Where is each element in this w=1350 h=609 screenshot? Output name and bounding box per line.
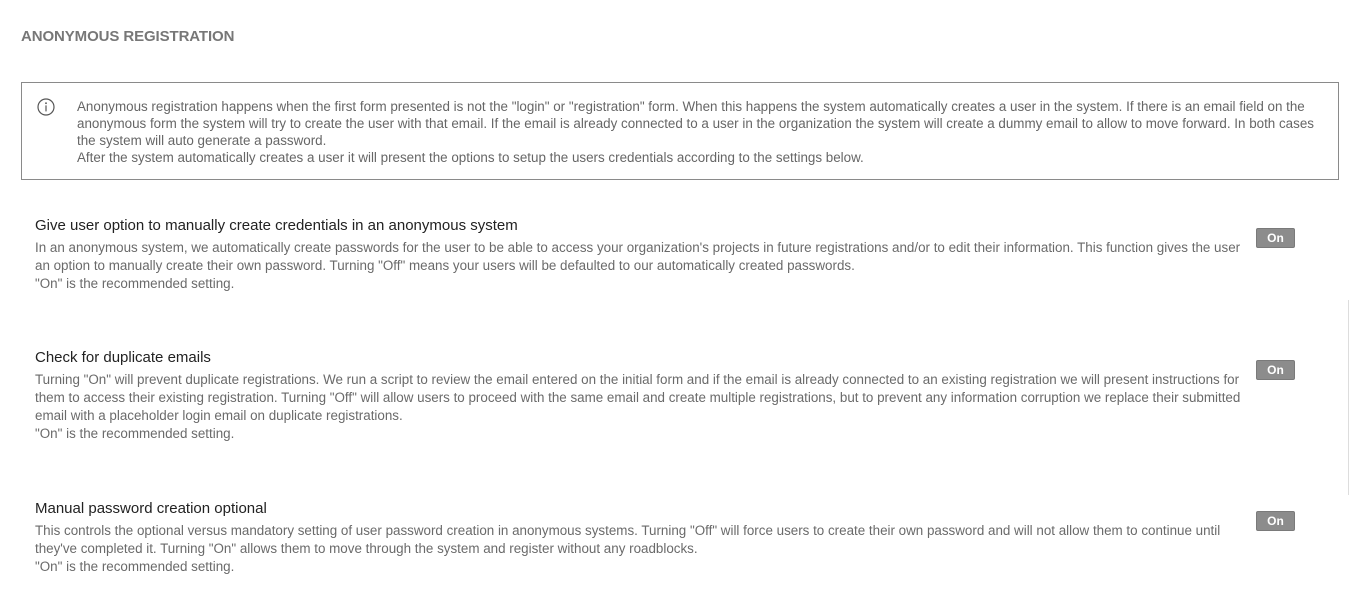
setting-title: Check for duplicate emails: [35, 349, 211, 366]
setting-description: In an anonymous system, we automatically create passwords for the user to be able to access your organization's projects in future registrations and/or to edit their information. This function gives the user an option to manually create their own password. Turning "Off" means your users will be defaulted to our automatically created passwords.: [35, 240, 1241, 273]
setting-recommendation: "On" is the recommended setting.: [35, 276, 235, 291]
setting-title: Give user option to manually create credentials in an anonymous system: [35, 217, 518, 234]
info-paragraph: After the system automatically creates a user it will present the options to setup the users credentials according to the settings below.: [77, 150, 864, 165]
setting-duplicate-emails: [35, 349, 1245, 443]
info-paragraph: Anonymous registration happens when the first form presented is not the "login" or "registration" form. When this happens the system automatically creates a user in the system. If there is an email field on the anonymous form the system will try to create the user with that email. If the email is already connected to a user in the organization the system will create a dummy email to allow to move forward. In both cases the system will auto generate a password.: [77, 99, 1314, 148]
setting-title: Manual password creation optional: [35, 500, 267, 517]
setting-password-optional: [35, 500, 1245, 576]
manual-credentials-toggle[interactable]: On: [1256, 228, 1295, 248]
setting-description: This controls the optional versus mandatory setting of user password creation in anonymous systems. Turning "Off" will force users to create their own password and will not allow them to continue until they've completed it. Turning "On" allows them to move through the system and register without any roadblocks.: [35, 523, 1221, 556]
setting-description: Turning "On" will prevent duplicate registrations. We run a script to review the email entered on the initial form and if the email is already connected to an existing registration we will present instructions for them to access their existing registration. Turning "Off" will allow users to proceed with the same email and create multiple registrations, but to prevent any information corruption we replace their submitted email with a placeholder login email on duplicate registrations.: [35, 372, 1241, 423]
duplicate-emails-toggle[interactable]: On: [1256, 360, 1295, 380]
password-optional-toggle[interactable]: On: [1256, 511, 1295, 531]
page-title: ANONYMOUS REGISTRATION: [21, 28, 235, 45]
info-circle-icon: [37, 98, 55, 116]
setting-recommendation: "On" is the recommended setting.: [35, 426, 235, 441]
info-box: [21, 82, 1339, 180]
info-text: [77, 98, 1317, 166]
setting-recommendation: "On" is the recommended setting.: [35, 559, 235, 574]
scrollbar-track[interactable]: [1348, 300, 1349, 495]
setting-manual-credentials: [35, 217, 1245, 293]
